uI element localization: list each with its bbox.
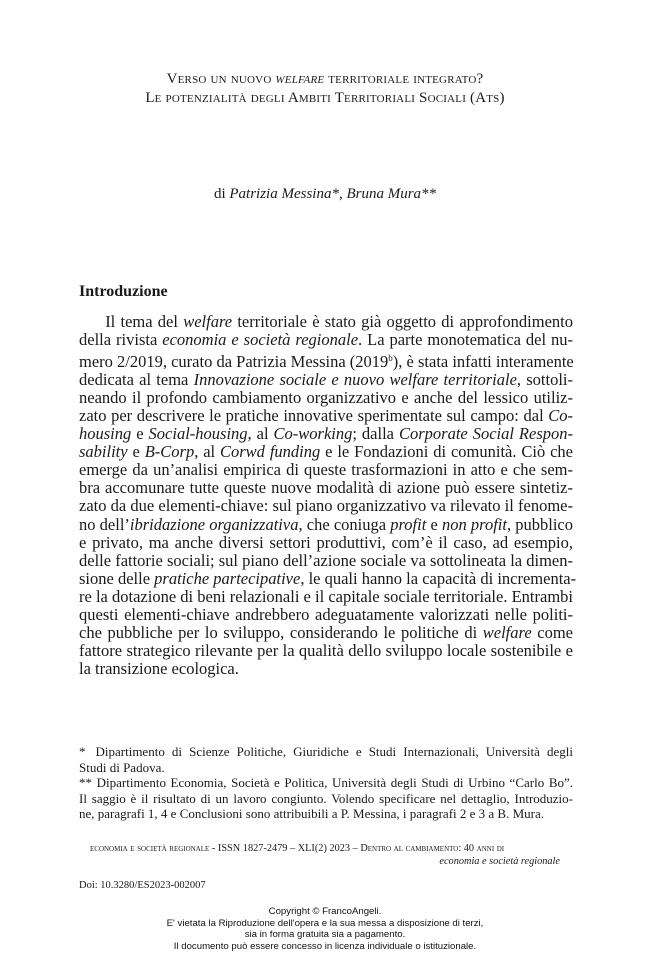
footnote-mark: ** <box>79 775 92 791</box>
body-line: dedicata al tema Innovazione sociale e nuovo welfare territoriale, sottoli- <box>79 370 573 390</box>
body-line: zato per descrivere le pratiche innovative sperimentate sul campo: dal Co- <box>79 406 573 426</box>
title-text: Verso un nuovo <box>166 71 276 87</box>
body-line: mero 2/2019, curato da Patrizia Messina (2019$^b$), è stata infatti interamente <box>79 352 574 372</box>
title-line-2: Le potenzialità degli Ambiti Territoriali Sociali (Ats) <box>145 90 505 106</box>
section-heading: Introduzione <box>79 283 168 300</box>
body-line: fattore strategico rilevante per la qualità dello sviluppo locale sostenibile e <box>79 640 573 660</box>
body-line: la transizione ecologica. <box>79 658 239 678</box>
body-line: Il tema del welfare territoriale è stato già oggetto di approfondimento <box>105 312 573 331</box>
article-title <box>0 70 650 108</box>
author-line <box>0 186 650 203</box>
author-prefix: di <box>213 186 230 202</box>
body-line: emerge da un’analisi empirica di queste trasformazioni in atto e che sem- <box>79 460 573 480</box>
footnote-mark: * <box>79 744 86 759</box>
author-1: Patrizia Messina* <box>229 186 339 202</box>
journal-line-2: economia e società regionale <box>439 856 560 867</box>
journal-info <box>90 842 560 868</box>
author-2: Bruna Mura** <box>346 186 437 202</box>
author-separator: , <box>338 186 347 202</box>
body-line: delle fattorie sociali; sul piano dell’azione sociale va sottolineata la dimen- <box>79 550 573 570</box>
title-text: territoriale integrato? <box>324 71 484 87</box>
body-line: zato da due elementi-chiave: sul piano organizzativo va rilevato il fenome- <box>79 496 573 516</box>
body-line: questi elementi-chiave andrebbero adeguatamente valorizzati nelle politi- <box>79 604 573 624</box>
copyright-line: Copyright © FrancoAngeli. <box>268 906 382 917</box>
body-line: della rivista economia e società regionale. La parte monotematica del nu- <box>79 330 573 350</box>
body-line: housing e Social-housing, al Co-working; dalla Corporate Social Respon- <box>79 424 573 444</box>
copyright-line: sia in forma gratuita sia a pagamento. <box>244 929 406 940</box>
footnote-1-cont: Studi di Padova. <box>79 759 165 775</box>
footnote-2: ** Dipartimento Economia, Società e Politica, Università degli Studi di Urbino “Carlo Bo”. <box>79 775 574 791</box>
body-paragraph <box>79 312 577 678</box>
footnotes <box>79 744 573 822</box>
body-line: no dell’ibridazione organizzativa, che coniuga profit e non profit, pubblico <box>79 514 573 534</box>
doi: Doi: 10.3280/ES2023-002007 <box>79 880 206 891</box>
body-line: re la dotazione di beni relazionali e il capitale sociale territoriale. Entrambi <box>79 586 573 606</box>
copyright-line: E' vietata la Riproduzione dell'opera e la sua messa a disposizione di terzi, <box>166 917 484 929</box>
body-line: e privato, ma anche diversi settori produttivi, com’è il caso, ad esempio, <box>79 532 573 552</box>
copyright-line: Il documento può essere concesso in licenza individuale o istituzionale. <box>173 940 477 952</box>
body-line: sione delle pratiche partecipative, le quali hanno la capacità di incrementa- <box>79 568 577 588</box>
title-line-1 <box>0 70 650 89</box>
body-line: bra accomunare tutte queste nuove modalità di azione può essere sintetiz- <box>79 478 573 498</box>
footnote-3: Il saggio è il risultato di un lavoro congiunto. Volendo specificare nel dettaglio, Introduzio- <box>79 790 573 806</box>
footnote-3-cont: ne, paragrafi 1, 4 e Conclusioni sono attribuibili a P. Messina, i paragrafi 2 e 3 a B. Mura. <box>79 806 545 822</box>
copyright-notice <box>0 906 650 952</box>
title-italic-word: welfare <box>275 71 325 87</box>
footnote-1: * Dipartimento di Scienze Politiche, Giuridiche e Studi Internazionali, Università degli <box>79 744 573 759</box>
body-line: neando il profondo cambiamento organizzativo e anche del lessico utiliz- <box>79 388 573 408</box>
body-line: che pubbliche per lo sviluppo, considerando le politiche di welfare come <box>79 622 573 642</box>
journal-line-1: economia e società regionale - ISSN 1827-2479 – XLI(2) 2023 – Dentro al cambiamento: 40 anni di <box>90 843 505 854</box>
body-line: sability e B-Corp, al Corwd funding e le Fondazioni di comunità. Ciò che <box>79 442 573 462</box>
